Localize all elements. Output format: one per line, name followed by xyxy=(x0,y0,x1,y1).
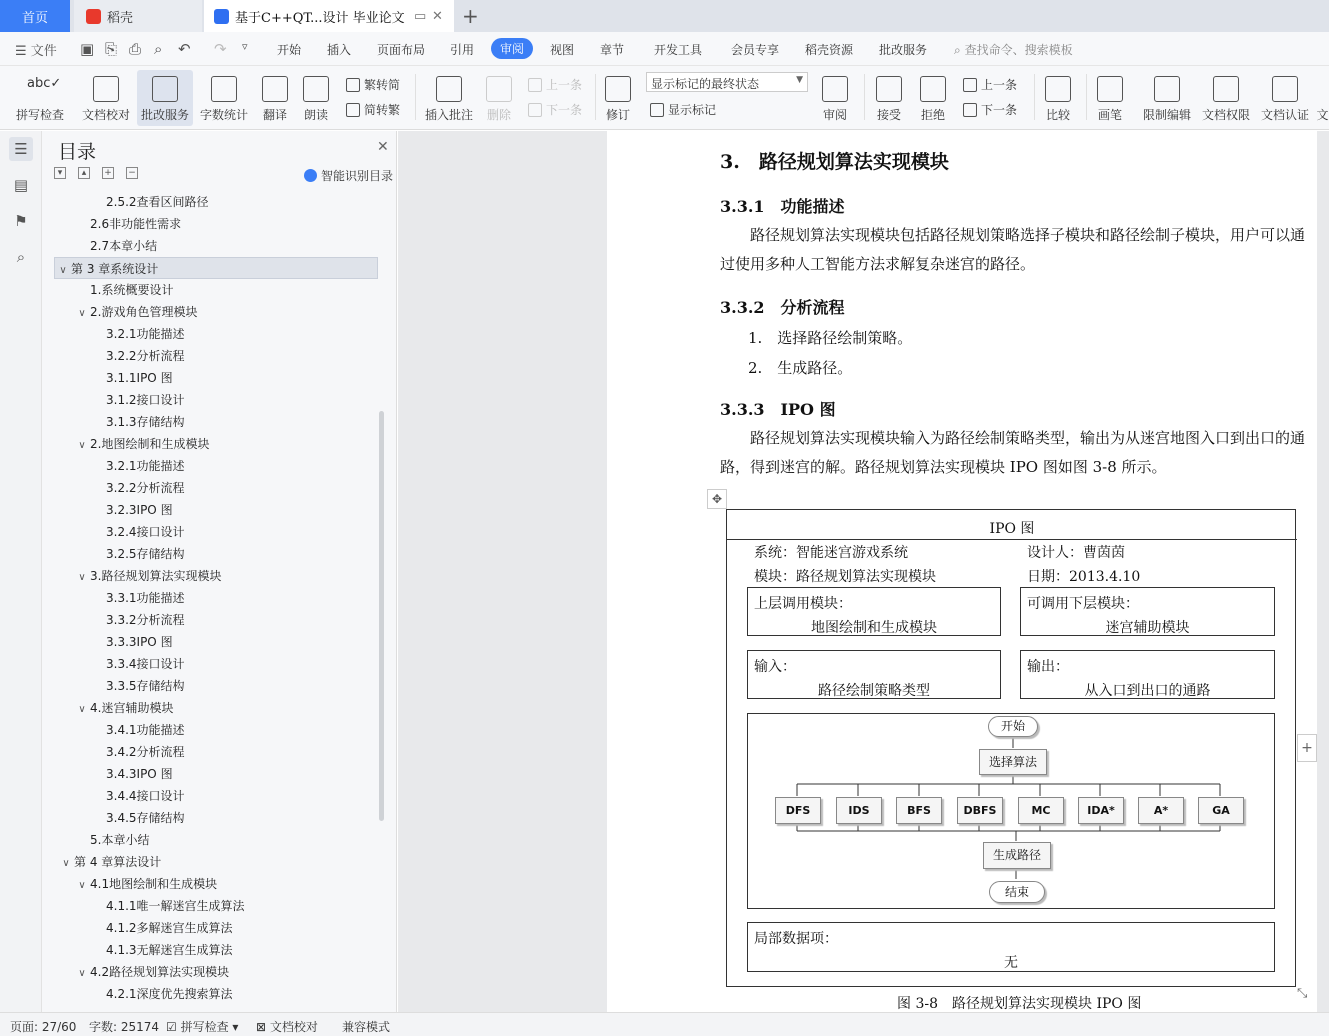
toc-item[interactable]: 4.1.3无解迷宫生成算法 xyxy=(106,943,233,957)
delete-comment-button[interactable]: 删除 xyxy=(480,70,518,126)
add-row-icon[interactable]: + xyxy=(1297,734,1317,762)
toc-list xyxy=(54,191,380,1011)
new-tab-button[interactable]: + xyxy=(462,4,479,28)
previous-comment-icon xyxy=(528,78,542,92)
toc-item[interactable]: 3.4.2分析流程 xyxy=(106,745,185,759)
track-changes-icon xyxy=(605,76,631,102)
toc-item[interactable]: 5.本章小结 xyxy=(90,833,150,847)
next-comment-icon xyxy=(528,103,542,117)
bookmark-icon[interactable]: ⚑ xyxy=(14,212,28,230)
flow-algorithm-ida-star: IDA* xyxy=(1078,797,1124,824)
preview-icon[interactable]: ⌕ xyxy=(154,40,163,58)
simp-to-trad-button[interactable]: 简转繁 xyxy=(346,101,400,118)
toc-item[interactable]: 3.3.3IPO 图 xyxy=(106,635,173,649)
status-bar xyxy=(0,1012,1329,1036)
menu-section[interactable]: 章节 xyxy=(600,43,625,57)
menu-start[interactable]: 开始 xyxy=(277,43,302,57)
tab-home[interactable] xyxy=(0,0,70,32)
collapse-all-icon[interactable]: ▾ xyxy=(54,167,66,179)
flow-generate-path: 生成路径 xyxy=(983,842,1051,869)
previous-comment-button[interactable]: 上一条 xyxy=(528,76,582,93)
toolbar-divider xyxy=(415,74,416,120)
paragraph: 路径规划算法实现模块包括路径规划策略选择子模块和路径绘制子模块，用户可以通过使用多种人工智能方法求解复杂迷宫的路径。 xyxy=(720,226,1306,273)
toc-item[interactable]: 3.2.4接口设计 xyxy=(106,525,185,539)
translate-button[interactable]: 翻译 xyxy=(256,70,294,126)
flowchart-connectors xyxy=(748,714,1274,908)
ipo-date: 日期：2013.4.10 xyxy=(1027,569,1141,585)
word-count-icon xyxy=(211,76,237,102)
flow-algorithm-a-star: A* xyxy=(1138,797,1184,824)
menu-view[interactable]: 视图 xyxy=(550,43,575,57)
subsection-heading: 3.3.2 分析流程 xyxy=(720,298,845,317)
toc-item[interactable]: 3.4.1功能描述 xyxy=(106,723,185,737)
toc-item[interactable]: 3.2.2分析流程 xyxy=(106,481,185,495)
toc-item[interactable]: 3.4.5存储结构 xyxy=(106,811,185,825)
tab-document-label: 基于C++QT...设计 毕业论文 xyxy=(235,10,405,26)
ipo-system: 系统：智能迷宫游戏系统 xyxy=(754,545,908,561)
left-rail xyxy=(0,131,42,1012)
toc-item[interactable]: 3.4.4接口设计 xyxy=(106,789,185,803)
figure-caption: 图 3-8 路径规划算法实现模块 IPO 图 xyxy=(897,996,1142,1012)
daoke-icon xyxy=(86,9,101,24)
file-menu[interactable]: ☰ 文件 xyxy=(15,44,57,59)
menu-reference[interactable]: 引用 xyxy=(450,43,475,57)
permission-icon xyxy=(1213,76,1239,102)
correction-service-button[interactable]: 批改服务 xyxy=(137,70,193,126)
track-changes-button[interactable]: 修订 xyxy=(600,70,636,126)
chevron-down-icon[interactable]: ∨ xyxy=(78,308,86,319)
command-search[interactable]: ⌕ 查找命令、搜索模板 xyxy=(954,43,1073,57)
document-permission-button[interactable]: 文档权限 xyxy=(1199,70,1253,126)
insert-comment-icon xyxy=(436,76,462,102)
chevron-down-icon[interactable]: ∨ xyxy=(62,858,70,869)
restrict-editing-button[interactable]: 限制编辑 xyxy=(1140,70,1194,126)
toolbar-divider xyxy=(864,74,865,120)
move-table-icon[interactable]: ✥ xyxy=(707,489,727,509)
tab-bar xyxy=(0,0,1329,32)
toc-item[interactable]: 3.1.2接口设计 xyxy=(106,393,185,407)
proofread-icon: ⊠ xyxy=(256,1020,267,1034)
pen-icon xyxy=(1097,76,1123,102)
toc-item[interactable]: 4.2.1深度优先搜索算法 xyxy=(106,987,233,1001)
flow-end: 结束 xyxy=(989,881,1045,903)
tab-document[interactable] xyxy=(204,0,454,32)
toc-item[interactable]: 2.6非功能性需求 xyxy=(90,217,182,231)
menu-daoke-resources[interactable]: 稻壳资源 xyxy=(805,43,854,57)
tab-pin-icon[interactable]: ▭ xyxy=(414,8,427,24)
ipo-process-flowchart xyxy=(747,713,1275,909)
toc-item[interactable]: 3.2.3IPO 图 xyxy=(106,503,173,517)
delete-comment-icon xyxy=(486,76,512,102)
document-page[interactable] xyxy=(607,131,1317,1012)
insert-comment-button[interactable]: 插入批注 xyxy=(422,70,476,126)
toc-item[interactable]: 3.2.2分析流程 xyxy=(106,349,185,363)
certify-icon xyxy=(1272,76,1298,102)
chevron-down-icon[interactable]: ∨ xyxy=(78,968,86,979)
toc-item[interactable]: 3.3.4接口设计 xyxy=(106,657,185,671)
redo-icon[interactable]: ↷ xyxy=(214,40,227,58)
ipo-input: 输入： 路径绘制策略类型 xyxy=(747,650,1001,699)
document-certify-button[interactable]: 文档认证 xyxy=(1258,70,1312,126)
toc-item[interactable]: ∨ 4.迷宫辅助模块 xyxy=(74,697,173,719)
flow-algorithm-ga: GA xyxy=(1198,797,1244,824)
flow-algorithm-mc: MC xyxy=(1018,797,1064,824)
spell-check-status[interactable]: ☑ 拼写检查 ▾ xyxy=(166,1020,239,1034)
list-item: 2. 生成路径。 xyxy=(748,359,853,377)
ipo-output: 输出： 从入口到出口的通路 xyxy=(1020,650,1275,699)
remove-heading-icon[interactable]: − xyxy=(126,167,138,179)
subsection-heading: 3.3.1 功能描述 xyxy=(720,197,845,216)
subsection-heading: 3.3.3 IPO 图 xyxy=(720,400,836,419)
show-markup-button[interactable]: 显示标记 xyxy=(650,101,716,118)
read-aloud-icon xyxy=(303,76,329,102)
show-markup-icon xyxy=(650,103,664,117)
smart-toc-button[interactable]: 智能识别目录 xyxy=(304,167,393,184)
chevron-down-icon[interactable]: ∨ xyxy=(78,572,86,583)
reject-icon xyxy=(920,76,946,102)
print-icon[interactable]: ⎙ xyxy=(129,40,142,58)
menu-correction[interactable]: 批改服务 xyxy=(879,43,928,57)
section-heading: 3. 路径规划算法实现模块 xyxy=(720,151,949,173)
next-comment-button[interactable]: 下一条 xyxy=(528,101,582,118)
toc-item[interactable]: 4.1.1唯一解迷宫生成算法 xyxy=(106,899,245,913)
toc-icon[interactable]: ☰ xyxy=(9,137,33,161)
paragraph: 路径规划算法实现模块输入为路径绘制策略类型，输出为从迷宫地图入口到出口的通路，得到迷宫的解。路径规划算法实现模块 IPO 图如图 3-8 所示。 xyxy=(720,429,1306,476)
toc-item[interactable]: 3.2.1功能描述 xyxy=(106,459,185,473)
resize-icon[interactable]: ⤡ xyxy=(1297,986,1308,1001)
toc-item[interactable]: 3.1.1IPO 图 xyxy=(106,371,173,385)
accept-button[interactable]: 接受 xyxy=(870,70,908,126)
accept-icon xyxy=(876,76,902,102)
menu-devtools[interactable]: 开发工具 xyxy=(654,43,703,57)
flow-select-algorithm: 选择算法 xyxy=(979,749,1047,775)
checkbox-icon: ☑ xyxy=(166,1020,177,1034)
tab-daoke[interactable] xyxy=(74,0,202,32)
toc-item[interactable]: 4.1.2多解迷宫生成算法 xyxy=(106,921,233,935)
toolbar-divider xyxy=(1086,74,1087,120)
next-change-icon xyxy=(963,103,977,117)
toc-item-selected[interactable]: ∨ 第 3 章系统设计 xyxy=(54,257,378,279)
flow-start: 开始 xyxy=(988,716,1038,737)
toc-item[interactable]: 1.系统概要设计 xyxy=(90,283,174,297)
chevron-down-icon: ▼ xyxy=(796,75,803,85)
ipo-local-data: 局部数据项： 无 xyxy=(747,922,1275,972)
toc-item[interactable]: 3.3.1功能描述 xyxy=(106,591,185,605)
compare-icon xyxy=(1045,76,1071,102)
trad-simp-icon xyxy=(346,78,360,92)
word-count[interactable]: 字数: 25174 xyxy=(89,1020,160,1034)
toolbar-divider xyxy=(595,74,596,120)
review-pane-button[interactable]: 审阅 xyxy=(816,70,854,126)
search-icon: ⌕ xyxy=(954,43,961,57)
toc-item[interactable]: ∨ 第 4 章算法设计 xyxy=(58,851,161,873)
review-pane-icon xyxy=(822,76,848,102)
read-aloud-button[interactable]: 朗读 xyxy=(298,70,334,126)
menu-insert[interactable]: 插入 xyxy=(327,43,352,57)
more-button[interactable]: 文 xyxy=(1316,108,1329,122)
chevron-down-icon[interactable]: ∨ xyxy=(59,265,67,276)
add-heading-icon[interactable]: + xyxy=(102,167,114,179)
toc-item[interactable]: 3.1.3存储结构 xyxy=(106,415,185,429)
save-icon[interactable]: ▣ xyxy=(80,40,95,58)
translate-icon xyxy=(262,76,288,102)
correction-service-icon xyxy=(152,76,178,102)
toc-item[interactable]: ∨ 2.游戏角色管理模块 xyxy=(74,301,197,323)
ipo-lower-module: 可调用下层模块： 迷宫辅助模块 xyxy=(1020,587,1275,636)
chevron-down-icon[interactable]: ∨ xyxy=(78,704,86,715)
list-item: 1. 选择路径绘制策略。 xyxy=(748,329,913,347)
toc-item[interactable]: ∨ 2.地图绘制和生成模块 xyxy=(74,433,209,455)
tab-daoke-label: 稻壳 xyxy=(107,10,134,26)
flow-algorithm-dbfs: DBFS xyxy=(957,797,1003,824)
simp-trad-icon xyxy=(346,103,360,117)
toc-scrollbar[interactable] xyxy=(379,411,384,821)
menu-review[interactable]: 审阅 xyxy=(491,38,533,59)
page-indicator[interactable]: 页面: 27/60 xyxy=(10,1020,77,1034)
toc-item[interactable]: 3.4.3IPO 图 xyxy=(106,767,173,781)
tab-home-label: 首页 xyxy=(21,10,48,26)
flow-algorithm-bfs: BFS xyxy=(896,797,942,824)
word-count-button[interactable]: 字数统计 xyxy=(197,70,251,126)
menu-bar xyxy=(0,32,1329,66)
flow-algorithm-dfs: DFS xyxy=(775,797,821,824)
toc-title: 目录 xyxy=(58,141,97,163)
proofread-button[interactable]: 文档校对 xyxy=(78,70,134,126)
customize-quick-access-icon[interactable]: ▿ xyxy=(242,40,248,53)
tab-close-icon[interactable]: ✕ xyxy=(432,8,443,24)
proofread-icon xyxy=(93,76,119,102)
chevron-down-icon[interactable]: ∨ xyxy=(78,880,86,891)
smart-toc-icon xyxy=(304,169,317,182)
pen-button[interactable]: 画笔 xyxy=(1092,70,1128,126)
ipo-title: IPO 图 xyxy=(989,521,1035,537)
ipo-module: 模块：路径规划算法实现模块 xyxy=(754,569,936,585)
ipo-designer: 设计人：曹茵茵 xyxy=(1027,545,1125,561)
compat-mode: 兼容模式 xyxy=(342,1020,391,1034)
markup-mode-select[interactable]: 显示标记的最终状态 ▼ xyxy=(646,72,808,92)
export-icon[interactable]: ⎘ xyxy=(105,40,118,58)
ipo-upper-module: 上层调用模块： 地图绘制和生成模块 xyxy=(747,587,1001,636)
review-toolbar xyxy=(0,66,1329,130)
toc-item[interactable]: ∨ 4.2路径规划算法实现模块 xyxy=(74,961,229,983)
toc-item[interactable]: 3.3.2分析流程 xyxy=(106,613,185,627)
compare-button[interactable]: 比较 xyxy=(1039,70,1077,126)
chevron-down-icon[interactable]: ∨ xyxy=(78,440,86,451)
flow-algorithm-ids: IDS xyxy=(836,797,882,824)
search-icon[interactable]: ⌕ xyxy=(16,248,26,266)
ipo-diagram xyxy=(726,509,1296,987)
toc-controls xyxy=(54,167,138,179)
chapter-nav-icon[interactable]: ▤ xyxy=(13,176,29,194)
toc-item[interactable]: 3.2.1功能描述 xyxy=(106,327,185,341)
previous-change-icon xyxy=(963,78,977,92)
expand-all-icon[interactable]: ▴ xyxy=(78,167,90,179)
toc-item[interactable]: ∨ 4.1地图绘制和生成模块 xyxy=(74,873,217,895)
menu-layout[interactable]: 页面布局 xyxy=(377,43,426,57)
trad-to-simp-button[interactable]: 繁转简 xyxy=(346,76,400,93)
toc-item[interactable]: 2.7本章小结 xyxy=(90,239,158,253)
divider xyxy=(727,539,1297,540)
toolbar-divider xyxy=(1034,74,1035,120)
undo-icon[interactable]: ↶ xyxy=(178,40,191,58)
toc-item[interactable]: ∨ 3.路径规划算法实现模块 xyxy=(74,565,221,587)
toc-item[interactable]: 3.3.5存储结构 xyxy=(106,679,185,693)
proofread-status[interactable]: ⊠ 文档校对 xyxy=(256,1020,318,1034)
close-icon[interactable]: ✕ xyxy=(377,139,389,155)
next-change-button[interactable]: 下一条 xyxy=(963,101,1017,118)
writer-doc-icon xyxy=(214,9,229,24)
toc-panel xyxy=(42,131,397,1012)
spell-check-icon: abc✓ xyxy=(27,76,62,91)
document-canvas xyxy=(398,131,1329,1012)
toc-item[interactable]: 3.2.5存储结构 xyxy=(106,547,185,561)
menu-member[interactable]: 会员专享 xyxy=(731,43,780,57)
previous-change-button[interactable]: 上一条 xyxy=(963,76,1017,93)
lock-icon xyxy=(1154,76,1180,102)
toc-item[interactable]: 2.5.2查看区间路径 xyxy=(106,195,209,209)
spell-check-button[interactable]: abc✓ 拼写检查 xyxy=(15,76,64,122)
reject-button[interactable]: 拒绝 xyxy=(914,70,952,126)
